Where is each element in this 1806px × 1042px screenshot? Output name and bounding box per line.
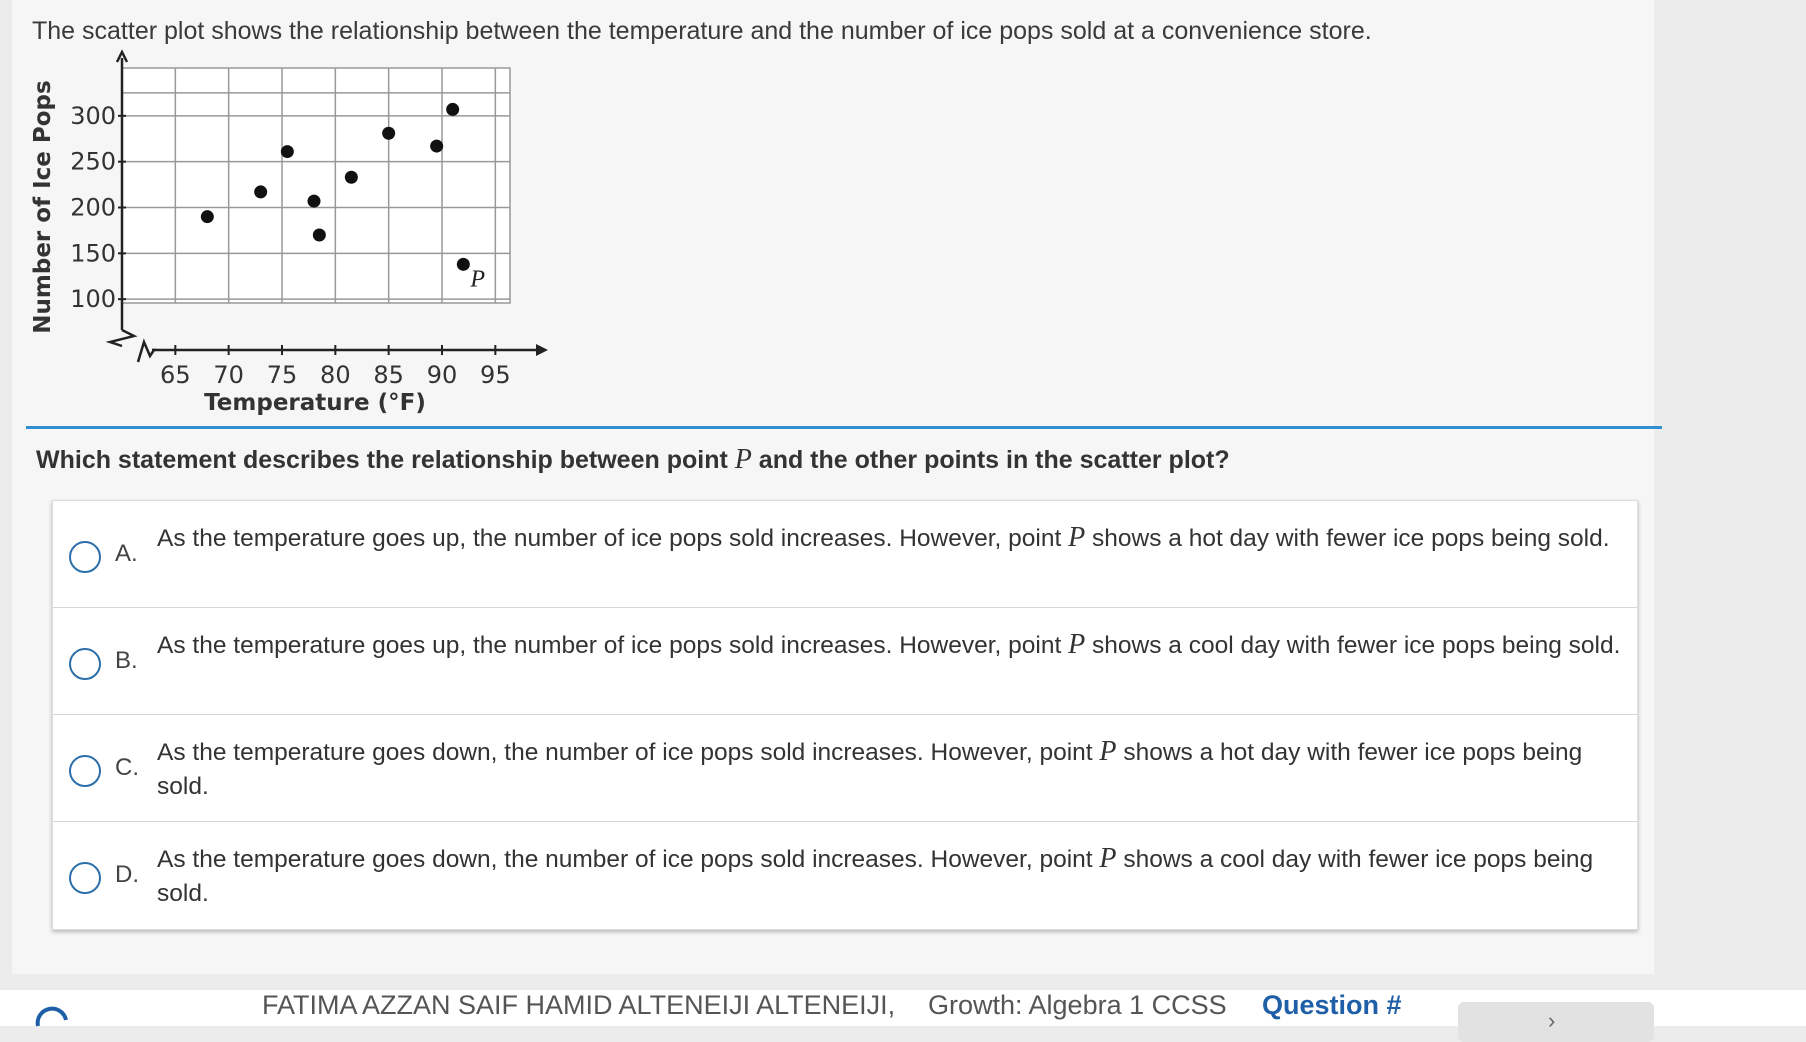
y-tick-label: 150 xyxy=(70,239,116,268)
question-var: P xyxy=(734,444,752,475)
x-axis-label: Temperature (°F) xyxy=(204,390,426,416)
choice-c[interactable] xyxy=(53,715,1637,822)
question-text-after: and the other points in the scatter plot? xyxy=(751,446,1230,474)
footer-bar xyxy=(0,990,1806,1033)
choice-c-text xyxy=(157,735,1627,804)
x-axis-break-icon xyxy=(138,342,154,362)
choice-a[interactable] xyxy=(53,501,1637,608)
y-tick-label: 100 xyxy=(70,285,116,314)
scatter-plot xyxy=(12,0,572,420)
data-point xyxy=(446,103,459,116)
assessment-name: Growth: Algebra 1 CCSS xyxy=(928,990,1227,1020)
choice-d-radio[interactable] xyxy=(69,862,101,894)
choice-b-text-after: shows a cool day with fewer ice pops being sold. xyxy=(1085,632,1621,659)
y-axis-label: Number of Ice Pops xyxy=(30,80,56,334)
section-divider xyxy=(26,426,1662,429)
y-tick-label: 300 xyxy=(70,101,116,130)
x-tick-label: 95 xyxy=(480,361,511,389)
student-name: FATIMA AZZAN SAIF HAMID ALTENEIJI ALTENEIJI, xyxy=(262,990,896,1020)
choice-b[interactable] xyxy=(53,608,1637,715)
question-panel xyxy=(12,0,1654,974)
answer-choices xyxy=(52,500,1638,930)
data-point xyxy=(430,140,443,153)
data-point xyxy=(313,229,326,242)
data-point-p xyxy=(457,258,470,271)
x-tick-label: 75 xyxy=(266,361,298,389)
chevron-right-icon: › xyxy=(1548,1008,1556,1033)
choice-b-text xyxy=(157,628,1627,663)
choice-d-text-before: As the temperature goes down, the number of ice pops sold increases. However, point xyxy=(157,846,1100,873)
choice-c-text-before: As the temperature goes down, the number of ice pops sold increases. However, point xyxy=(157,739,1100,766)
choice-a-letter: A. xyxy=(115,540,138,567)
x-tick-label: 70 xyxy=(213,361,244,389)
choice-c-text-after: shows a hot day with fewer ice pops being sold. xyxy=(157,739,1583,800)
choice-a-radio[interactable] xyxy=(69,541,101,573)
choice-d-text-after: shows a cool day with fewer ice pops being sold. xyxy=(157,846,1594,907)
x-tick-label: 65 xyxy=(160,361,191,389)
x-tick-label: 85 xyxy=(373,361,404,389)
data-point xyxy=(281,145,294,158)
data-point xyxy=(308,195,321,208)
x-tick-label: 90 xyxy=(426,361,458,389)
x-axis-arrow-icon xyxy=(536,344,548,356)
choice-a-var: P xyxy=(1068,522,1086,553)
choice-c-letter: C. xyxy=(115,754,139,781)
question-stem: The scatter plot shows the relationship between the temperature and the number of ice pops sold at a convenience store. xyxy=(32,17,1372,45)
question-text-before: Which statement describes the relationship between point xyxy=(36,446,735,474)
choice-d-var: P xyxy=(1099,843,1117,874)
y-tick-label: 200 xyxy=(70,193,116,222)
choice-a-text-after: shows a hot day with fewer ice pops being sold. xyxy=(1085,525,1610,552)
data-point xyxy=(345,171,358,184)
point-p-label: P xyxy=(470,266,486,293)
data-point xyxy=(382,127,395,140)
choice-b-var: P xyxy=(1068,629,1086,660)
choice-c-radio[interactable] xyxy=(69,755,101,787)
next-button[interactable] xyxy=(1458,1002,1654,1042)
choice-d-text xyxy=(157,842,1627,911)
choice-b-radio[interactable] xyxy=(69,648,101,680)
choice-a-text xyxy=(157,521,1627,556)
data-point xyxy=(254,185,267,198)
y-tick-label: 250 xyxy=(70,147,116,176)
choice-d[interactable] xyxy=(53,822,1637,929)
question-prompt xyxy=(36,444,1636,476)
choice-b-text-before: As the temperature goes up, the number of ice pops sold increases. However, point xyxy=(157,632,1069,659)
choice-d-letter: D. xyxy=(115,861,139,888)
refresh-icon[interactable] xyxy=(32,1004,72,1028)
data-point xyxy=(201,210,214,223)
choice-a-text-before: As the temperature goes up, the number of ice pops sold increases. However, point xyxy=(157,525,1069,552)
choice-c-var: P xyxy=(1099,736,1117,767)
x-tick-label: 80 xyxy=(320,361,351,389)
question-number-label[interactable]: Question # xyxy=(1262,990,1402,1020)
choice-b-letter: B. xyxy=(115,647,138,674)
y-axis-break-icon xyxy=(110,330,134,346)
